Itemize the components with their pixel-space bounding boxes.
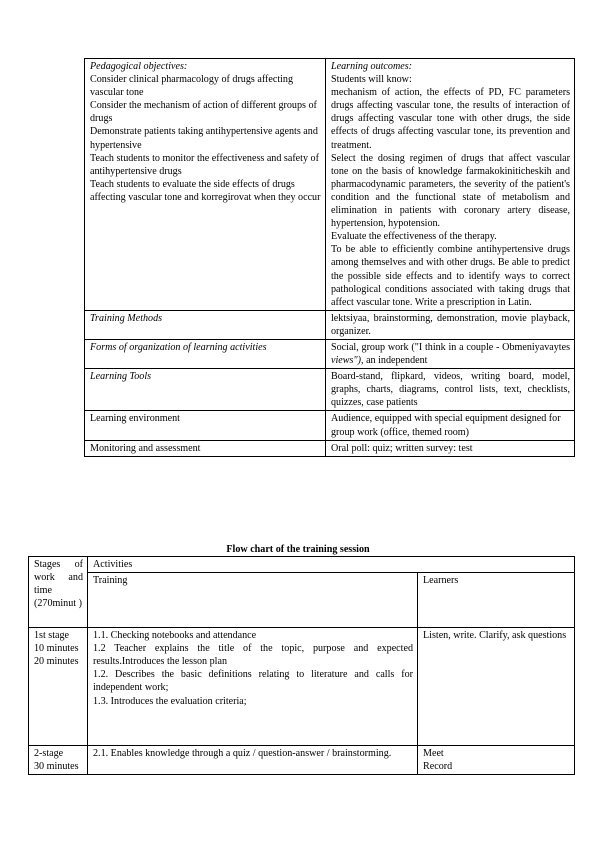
forms-value-part: views") — [331, 355, 362, 367]
training-header: Training — [88, 573, 418, 628]
training-cell — [88, 746, 418, 775]
objectives-row — [85, 59, 575, 311]
learning-outcomes-cell — [326, 59, 575, 311]
training-methods-row — [85, 310, 575, 339]
outcome-item: To be able to efficiently combine antihypertensive drugs among themselves and with other drugs. Be able to predict the possible side effects and to identify ways to correct pathological conditions associated with taking drugs that affect vascular tone. Write a prescription in Latin. — [331, 244, 570, 308]
flow-chart-table — [28, 556, 575, 775]
training-line: 2.1. Enables knowledge through a quiz / question-answer / brainstorming. — [93, 748, 392, 760]
stage-line: 2-stage — [34, 748, 64, 760]
tools-row — [85, 369, 575, 411]
learners-line: Meet — [423, 748, 444, 760]
stage-cell — [29, 746, 88, 775]
monitoring-value: Oral poll: quiz; written survey: test — [326, 440, 575, 456]
objectives-table — [84, 58, 575, 457]
objective-item: Teach students to evaluate the side effects of drugs affecting vascular tone and korregirovat when they occur — [90, 178, 321, 203]
outcome-item: Students will know: — [331, 74, 412, 86]
stages-header: Stages of work and time (270minut ) — [29, 557, 88, 628]
environment-value: Audience, equipped with special equipment designed for group work (office, themed room) — [326, 411, 575, 440]
pedagogical-objectives-heading: Pedagogical objectives: — [90, 61, 188, 72]
outcome-item: Evaluate the effectiveness of the therapy. — [331, 231, 497, 243]
learning-outcomes-heading: Learning outcomes: — [331, 61, 413, 72]
flow-subheader-row — [29, 573, 575, 628]
learners-cell — [418, 746, 575, 775]
activities-header: Activities — [88, 557, 575, 573]
flow-stage-row — [29, 746, 575, 775]
training-methods-value: lektsiyaa, brainstorming, demonstration, movie playback, organizer. — [326, 310, 575, 339]
training-line: 1.1. Checking notebooks and attendance — [93, 630, 257, 642]
forms-row — [85, 339, 575, 368]
training-line: 1.2 Teacher explains the title of the topic, purpose and expected results.Introduces the lesson plan — [93, 643, 413, 668]
forms-value-part: , an independent — [361, 355, 428, 367]
objective-item: Demonstrate patients taking antihypertensive agents and hypertensive — [90, 126, 318, 151]
training-line: 1.2. Describes the basic definitions relating to literature and calls for independent work; — [93, 669, 413, 694]
stage-line: 1st stage — [34, 630, 70, 642]
outcome-item: mechanism of action, the effects of PD, FC parameters drugs affecting vascular tone, the results of interaction of drugs affecting vascular tone with other drugs, the side effects of drugs affecting vascular tone, its prevention and treatment. — [331, 87, 570, 151]
training-cell — [88, 628, 418, 746]
objective-item: Consider clinical pharmacology of drugs affecting vascular tone — [90, 74, 294, 99]
learners-header: Learners — [418, 573, 575, 628]
monitoring-row — [85, 440, 575, 456]
objective-item: Teach students to monitor the effectiveness and safety of antihypertensive drugs — [90, 152, 319, 177]
forms-label: Forms of organization of learning activities — [85, 339, 326, 368]
outcome-item: Select the dosing regimen of drugs that affect vascular tone on the basis of knowledge farmakokiniticheskih and pharmacodynamic parameters, the severity of the patient's condition and the functional state of metabolism and elimination in patients with coronary artery disease, hypertension, hypotension. — [331, 152, 570, 230]
flow-stage-row — [29, 628, 575, 746]
flow-header-row — [29, 557, 575, 573]
monitoring-label: Monitoring and assessment — [85, 440, 326, 456]
stage-cell — [29, 628, 88, 746]
environment-label: Learning environment — [85, 411, 326, 440]
objective-item: Consider the mechanism of action of different groups of drugs — [90, 100, 317, 125]
tools-label: Learning Tools — [85, 369, 326, 411]
forms-value — [326, 339, 575, 368]
stage-line: 10 minutes — [34, 643, 79, 655]
learners-line: Listen, write. Clarify, ask questions — [423, 630, 567, 642]
forms-value-part: Social, group work ("I think in a couple - Obmeniyavaytes — [331, 341, 570, 353]
tools-value: Board-stand, flipkard, videos, writing board, model, graphs, charts, diagrams, control lists, text, checklists, quizzes, case patients — [326, 369, 575, 411]
environment-row — [85, 411, 575, 440]
stage-line: 20 minutes — [34, 656, 79, 668]
training-methods-label: Training Methods — [85, 310, 326, 339]
learners-line: Record — [423, 761, 453, 773]
training-line: 1.3. Introduces the evaluation criteria; — [93, 695, 247, 707]
pedagogical-objectives-cell — [85, 59, 326, 311]
flow-chart-title: Flow chart of the training session — [226, 544, 370, 555]
stage-line: 30 minutes — [34, 761, 79, 773]
learners-cell — [418, 628, 575, 746]
